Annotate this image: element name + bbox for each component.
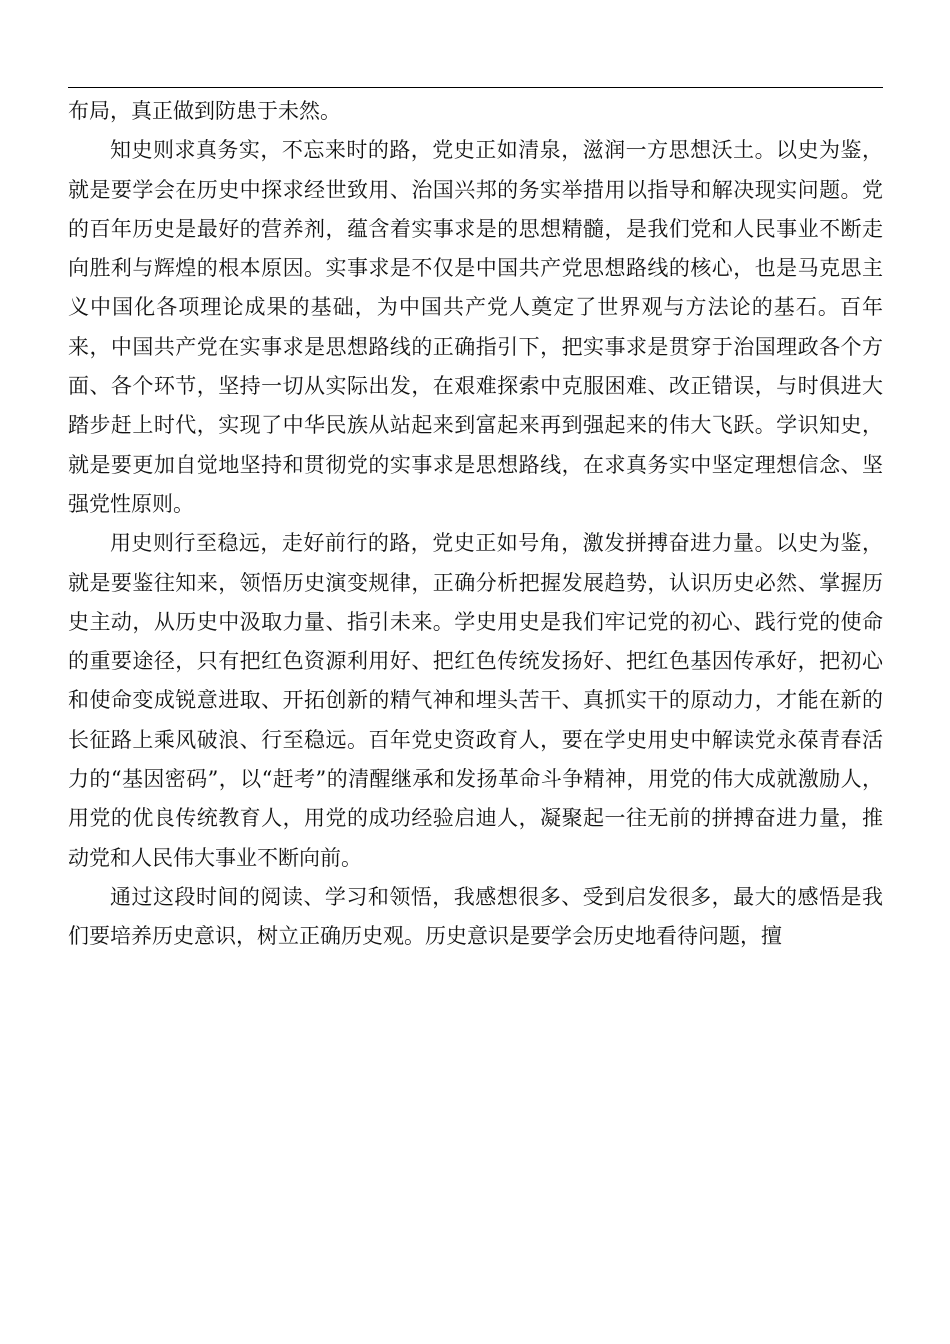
document-body [68,92,883,957]
header-divider-line [68,87,883,88]
paragraph-reflection: 通过这段时间的阅读、学习和领悟，我感想很多、受到启发很多，最大的感悟是我们要培养历史意识，树立正确历史观。历史意识是要学会历史地看待问题，擅 [68,884,883,949]
paragraph-seek-truth: 知史则求真务实，不忘来时的路，党史正如清泉，滋润一方思想沃土。以史为鉴，就是要学会在历史中探求经世致用、治国兴邦的务实举措用以指导和解决现实问题。党的百年历史是最好的营养剂，蕴含着实事求是的思想精髓，是我们党和人民事业不断走向胜利与辉煌的根本原因。实事求是不仅是中国共产党思想路线的核心，也是马克思主义中国化各项理论成果的基础，为中国共产党人奠定了世界观与方法论的基石。百年来，中国共产党在实事求是思想路线的正确指引下，把实事求是贯穿于治国理政各个方面、各个环节，坚持一切从实际出发，在艰难探索中克服困难、改正错误，与时俱进大踏步赶上时代，实现了中华民族从站起来到富起来再到强起来的伟大飞跃。学识知史，就是要更加自觉地坚持和贯彻党的实事求是思想路线，在求真务实中坚定理想信念、坚强党性原则。 [68,138,883,516]
paragraph-continuation: 布局，真正做到防患于未然。 [68,99,341,123]
paragraph-use-history: 用史则行至稳远，走好前行的路，党史正如号角，激发拼搏奋进力量。以史为鉴，就是要鉴往知来，领悟历史演变规律，正确分析把握发展趋势，认识历史必然、掌握历史主动，从历史中汲取力量、指引未来。学史用史是我们牢记党的初心、践行党的使命的重要途径，只有把红色资源利用好、把红色传统发扬好、把红色基因传承好，把初心和使命变成锐意进取、开拓创新的精气神和埋头苦干、真抓实干的原动力，才能在新的长征路上乘风破浪、行至稳远。百年党史资政育人，要在学史用史中解读党永葆青春活力的“基因密码”，以“赶考”的清醒继承和发扬革命斗争精神，用党的伟大成就激励人，用党的优良传统教育人，用党的成功经验启迪人，凝聚起一往无前的拼搏奋进力量，推动党和人民伟大事业不断向前。 [68,531,883,870]
